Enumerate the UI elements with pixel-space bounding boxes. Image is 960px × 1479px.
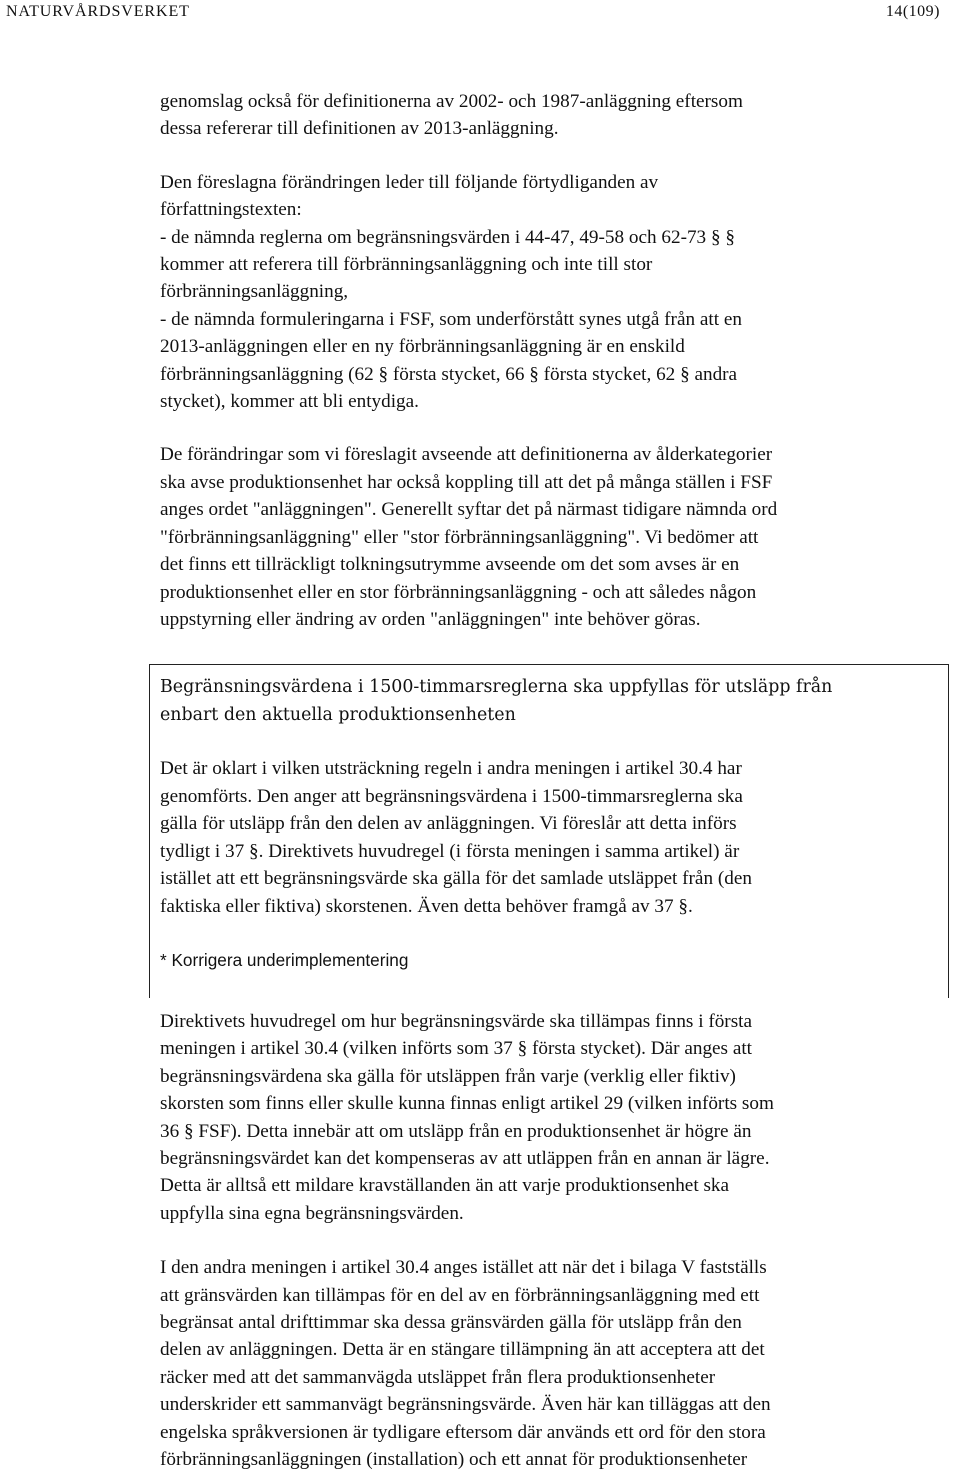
text-line: engelska språkversionen är tydligare eftersom där används ett ord för den stora [160, 1421, 766, 1443]
text-line: 2013-anläggningen eller en ny förbränningsanläggning är en enskild [160, 336, 685, 358]
text-line: författningstexten: [160, 199, 302, 221]
text-line: skorsten som finns eller skulle kunna finnas enligt artikel 29 (vilken införts som [160, 1093, 774, 1115]
paragraph-3 [160, 441, 945, 633]
text-line: produktionsenhet eller en stor förbränningsanläggning - och att således någon [160, 581, 757, 603]
text-line: ska avse produktionsenhet har också koppling till att det på många ställen i FSF [160, 471, 773, 493]
text-line: begränsat antal drifttimmar ska dessa gränsvärden gälla för utsläpp från den [160, 1312, 742, 1334]
paragraph-1 [160, 88, 945, 143]
text-line: 36 § FSF). Detta innebär att om utsläpp från en produktionsenhet är högre än [160, 1120, 752, 1142]
text-line: Direktivets huvudregel om hur begränsningsvärde ska tillämpas finns i första [160, 1011, 753, 1032]
text-line: begränsningsvärdet kan det kompenseras av att utläppen från en annan är lägre. [160, 1148, 770, 1170]
page-number: 14(109) [885, 3, 940, 20]
text-line: delen av anläggningen. Detta är en stängare tillämpning än att acceptera att det [160, 1339, 765, 1361]
text-line: begränsningsvärdena ska gälla för utsläppen från varje (verklig eller fiktiv) [160, 1065, 736, 1087]
box-title [160, 673, 940, 729]
text-line: - de nämnda formuleringarna i FSF, som underförstått synes utgå från att en [160, 308, 742, 330]
box-note: * Korrigera underimplementering [160, 949, 409, 970]
text-line: förbränningsanläggningen (installation) och ett annat för produktionsenheter [160, 1449, 748, 1471]
text-line: dessa refererar till definitionen av 2013-anläggning. [160, 118, 559, 140]
text-line: stycket), kommer att bli entydiga. [160, 391, 419, 413]
text-line: istället att ett begränsningsvärde ska gälla för det samlade utsläppet från (den [160, 868, 752, 890]
text-line: att gränsvärden kan tillämpas för en del av en förbränningsanläggning med ett [160, 1284, 760, 1306]
proposal-box [149, 664, 949, 998]
text-line: förbränningsanläggning, [160, 281, 349, 303]
text-line: Det är oklart i vilken utsträckning regeln i andra meningen i artikel 30.4 har [160, 758, 742, 779]
paragraph-5 [160, 1254, 945, 1473]
text-line: räcker med att det sammanvägda utsläppet från flera produktionsenheter [160, 1366, 716, 1388]
text-line: "förbränningsanläggning" eller "stor förbränningsanläggning". Vi bedömer att [160, 526, 759, 548]
paragraph-4 [160, 1008, 945, 1227]
text-line: underskrider ett sammanvägt begränsningsvärde. Även här kan tilläggas att den [160, 1394, 771, 1416]
text-line: det finns ett tillräckligt tolkningsutrymme avseende om det som avses är en [160, 554, 740, 576]
text-line: kommer att referera till förbränningsanläggning och inte till stor [160, 254, 653, 276]
agency-name: NATURVÅRDSVERKET [6, 3, 190, 20]
main-content [160, 88, 945, 633]
text-line: De förändringar som vi föreslagit avseende att definitionerna av ålderkategorier [160, 444, 773, 466]
text-line: anges ordet "anläggningen". Generellt syftar det på närmast tidigare nämnda ord [160, 499, 778, 521]
lower-content [160, 1008, 945, 1474]
text-line: Begränsningsvärdena i 1500-timmarsreglerna ska uppfyllas för utsläpp från [160, 677, 833, 697]
text-line: gälla för utsläpp från den delen av anläggningen. Vi föreslår att detta införs [160, 813, 737, 835]
text-line: tydligt i 37 §. Direktivets huvudregel (i första meningen i samma artikel) är [160, 840, 740, 862]
text-line: - de nämnda reglerna om begränsningsvärden i 44-47, 49-58 och 62-73 § § [160, 226, 735, 248]
paragraph-2 [160, 169, 945, 416]
box-body [160, 755, 940, 921]
text-line: I den andra meningen i artikel 30.4 anges istället att när det i bilaga V fastställs [160, 1257, 767, 1279]
text-line: uppfylla sina egna begränsningsvärden. [160, 1202, 464, 1224]
text-line: Detta är alltså ett mildare kravställanden än att varje produktionsenhet ska [160, 1175, 730, 1197]
page-header [6, 3, 940, 27]
text-line: uppstyrning eller ändring av orden "anläggningen" inte behöver göras. [160, 608, 701, 630]
text-line: faktiska eller fiktiva) skorstenen. Även detta behöver framgå av 37 §. [160, 895, 693, 917]
text-line: enbart den aktuella produktionsenheten [160, 705, 516, 725]
text-line: meningen i artikel 30.4 (vilken införts som 37 § första stycket). Där anges att [160, 1038, 753, 1060]
text-line: genomförts. Den anger att begränsningsvärdena i 1500-timmarsreglerna ska [160, 785, 743, 807]
text-line: förbränningsanläggning (62 § första stycket, 66 § första stycket, 62 § andra [160, 363, 738, 385]
text-line: genomslag också för definitionerna av 2002- och 1987-anläggning eftersom [160, 91, 743, 112]
text-line: Den föreslagna förändringen leder till följande förtydliganden av [160, 171, 659, 193]
